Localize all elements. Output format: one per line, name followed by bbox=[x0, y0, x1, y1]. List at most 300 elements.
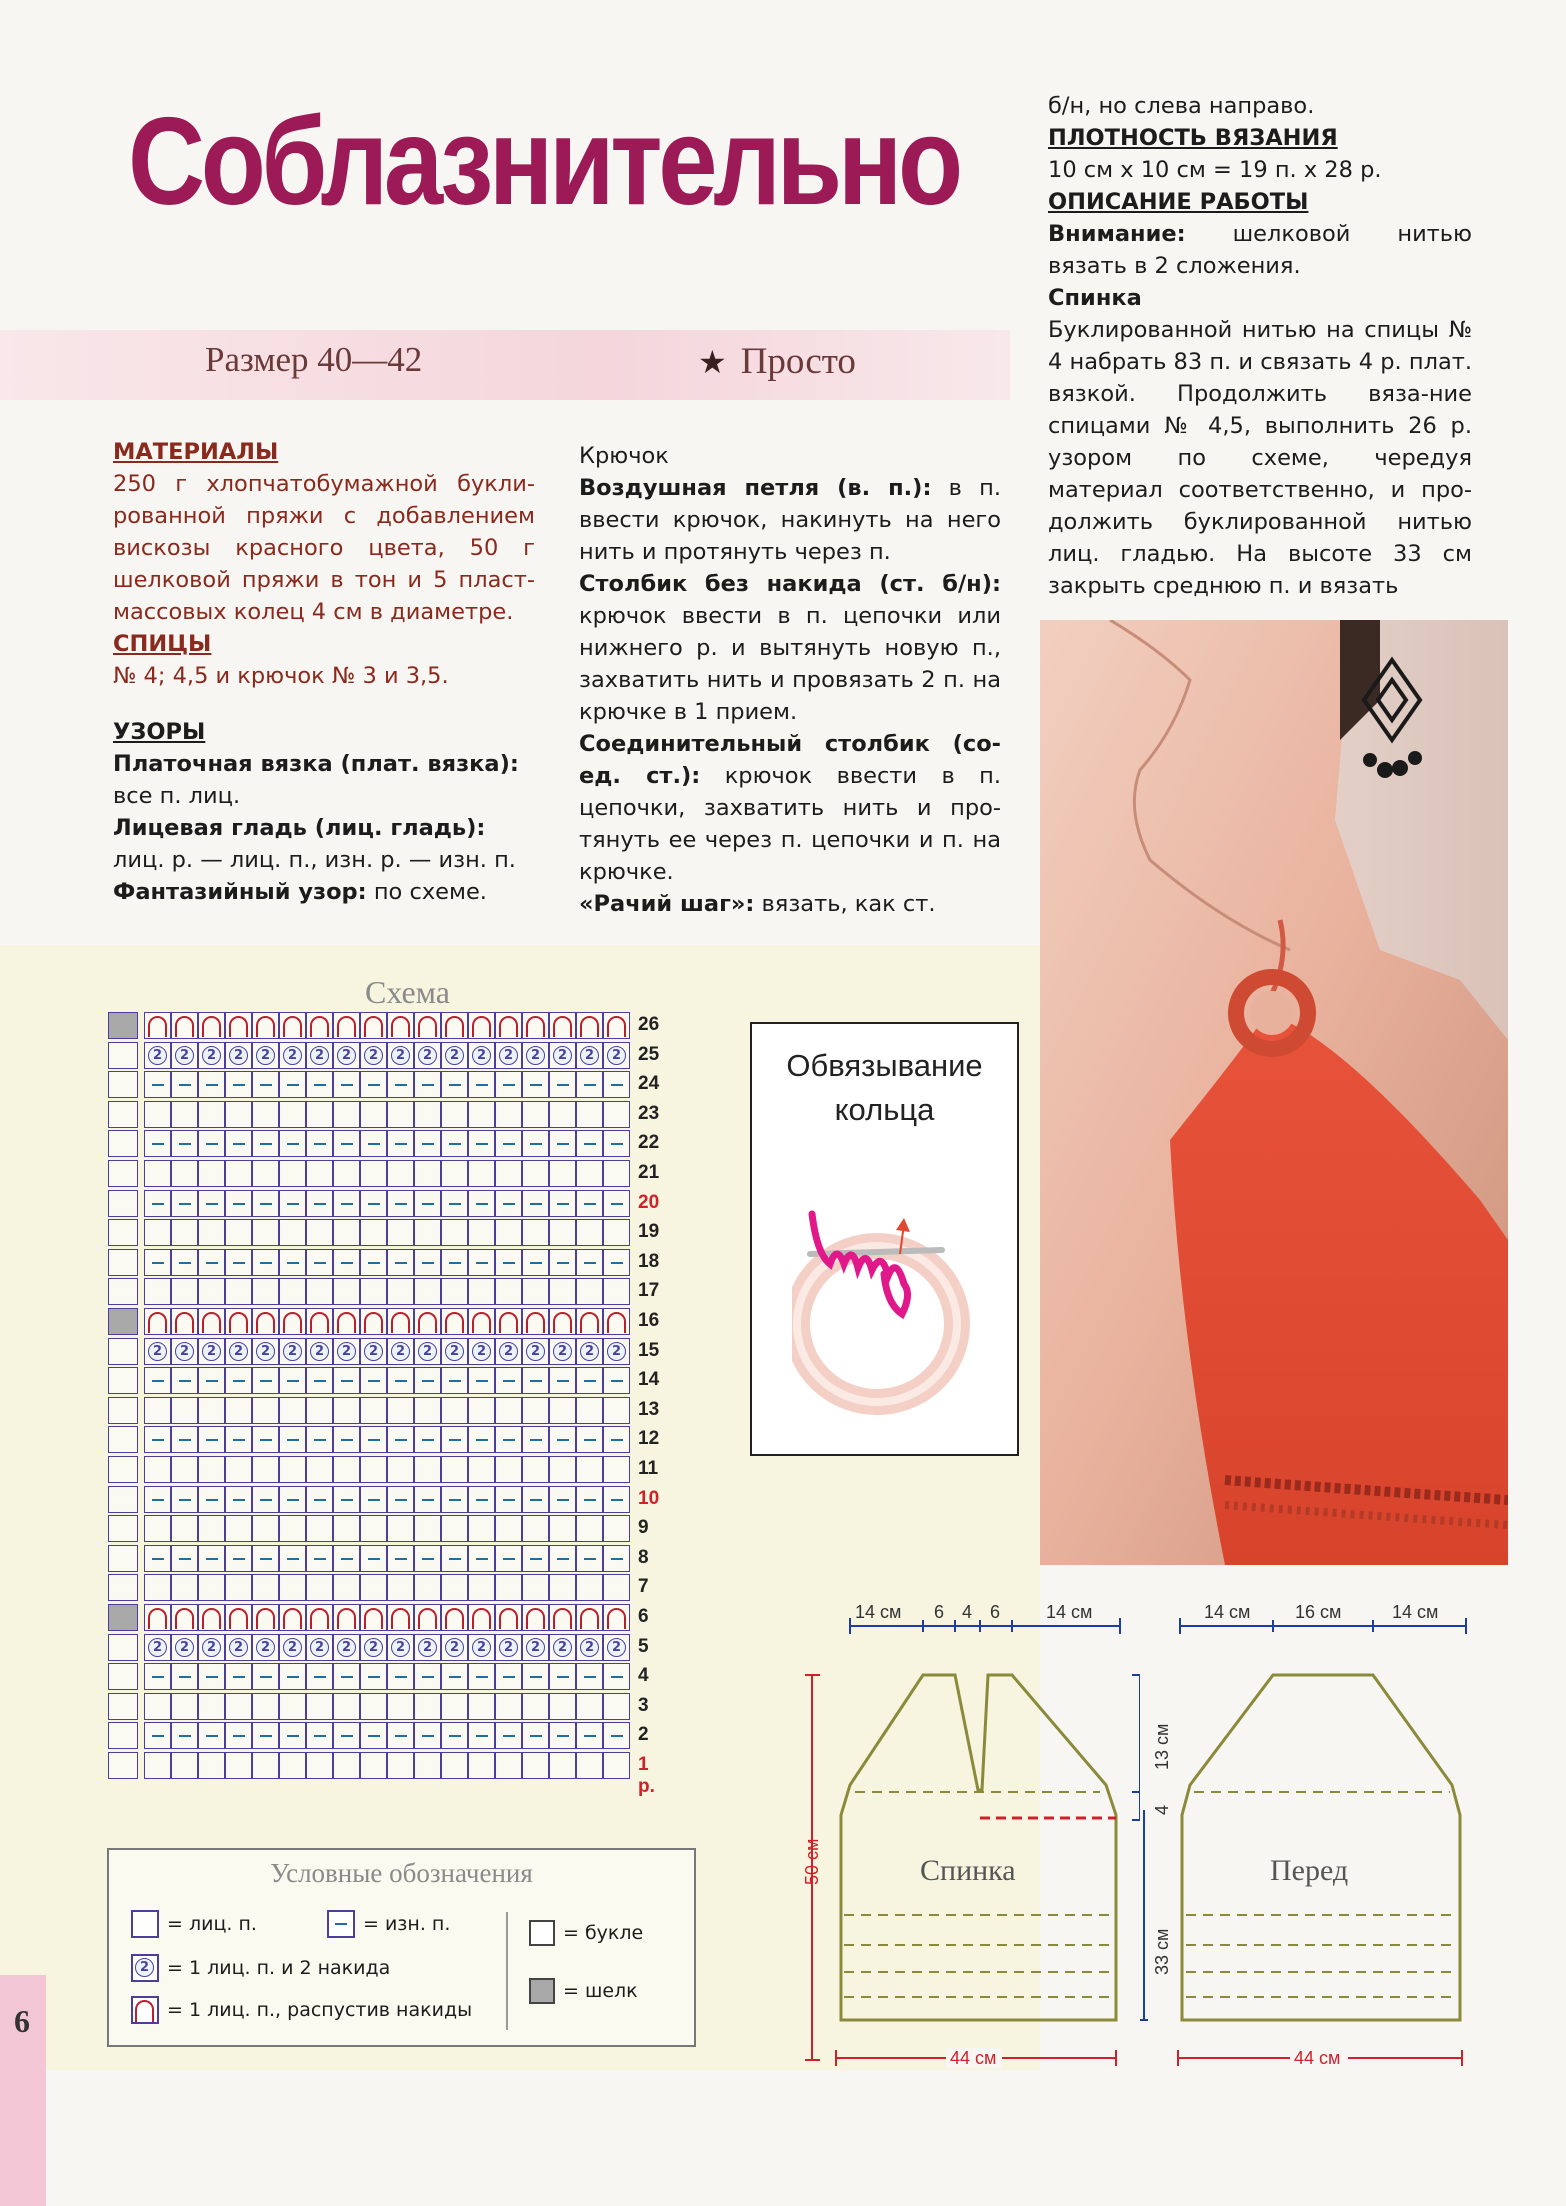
chart-cell bbox=[522, 1722, 549, 1749]
chart-cell bbox=[522, 1456, 549, 1483]
back-top-3: 4 bbox=[962, 1602, 973, 1622]
chart-cell: 2 bbox=[252, 1338, 279, 1365]
chart-cell bbox=[522, 1367, 549, 1394]
chart-cell: 2 bbox=[306, 1042, 333, 1069]
chart-cell bbox=[441, 1278, 468, 1305]
hook-heading: Крючок bbox=[579, 443, 669, 469]
chart-cell bbox=[522, 1663, 549, 1690]
chart-cell bbox=[252, 1160, 279, 1187]
chart-cell bbox=[603, 1456, 630, 1483]
front-width: 44 см bbox=[1294, 2048, 1341, 2068]
chart-cell bbox=[171, 1426, 198, 1453]
chart-cell bbox=[360, 1486, 387, 1513]
chart-cell bbox=[198, 1012, 225, 1039]
chart-cell: 2 bbox=[441, 1042, 468, 1069]
chart-row-label: 9 bbox=[638, 1517, 649, 1539]
chart-cell bbox=[441, 1130, 468, 1157]
chart-row-label: 22 bbox=[638, 1132, 660, 1154]
chart-cell bbox=[576, 1752, 603, 1779]
chart-cell bbox=[414, 1249, 441, 1276]
chart-cell: 2 bbox=[198, 1338, 225, 1365]
chart-cell bbox=[522, 1278, 549, 1305]
chart-cell: 2 bbox=[387, 1338, 414, 1365]
chart-cell bbox=[252, 1130, 279, 1157]
chart-cell bbox=[414, 1278, 441, 1305]
chart-row-label: 18 bbox=[638, 1250, 660, 1272]
chart-cell bbox=[360, 1219, 387, 1246]
chart-row-label: 8 bbox=[638, 1546, 649, 1568]
chart-cell bbox=[171, 1397, 198, 1424]
chart-cell bbox=[387, 1486, 414, 1513]
chart-cell bbox=[360, 1278, 387, 1305]
chart-cell bbox=[306, 1012, 333, 1039]
chart-cell bbox=[441, 1722, 468, 1749]
chart-cell bbox=[468, 1722, 495, 1749]
chart-cell bbox=[333, 1663, 360, 1690]
chart-cell bbox=[279, 1663, 306, 1690]
chart-cell bbox=[306, 1190, 333, 1217]
chart-cell bbox=[468, 1397, 495, 1424]
ring-edging-box bbox=[750, 1022, 1019, 1456]
chart-cell bbox=[144, 1308, 171, 1335]
chart-cell bbox=[522, 1249, 549, 1276]
chart-material-cell bbox=[108, 1071, 138, 1098]
chart-cell bbox=[306, 1663, 333, 1690]
chart-cell bbox=[144, 1071, 171, 1098]
chart-cell bbox=[495, 1101, 522, 1128]
chart-cell bbox=[144, 1012, 171, 1039]
chart-cell bbox=[198, 1278, 225, 1305]
chart-cell bbox=[522, 1101, 549, 1128]
chart-row-label: 16 bbox=[638, 1310, 660, 1331]
chart-cell bbox=[306, 1249, 333, 1276]
chart-cell bbox=[576, 1278, 603, 1305]
chart-cell bbox=[441, 1604, 468, 1631]
chart-cell bbox=[144, 1545, 171, 1572]
chart-cell bbox=[144, 1515, 171, 1542]
chart-cell bbox=[252, 1545, 279, 1572]
chart-cell bbox=[306, 1722, 333, 1749]
chart-cell bbox=[333, 1308, 360, 1335]
chart-cell bbox=[225, 1722, 252, 1749]
chart-cell bbox=[225, 1574, 252, 1601]
chart-cell bbox=[549, 1486, 576, 1513]
yarn-over-symbol: 2 bbox=[131, 1954, 159, 1982]
chart-cell bbox=[522, 1693, 549, 1720]
chart-cell: 2 bbox=[252, 1042, 279, 1069]
chart-cell: 2 bbox=[333, 1338, 360, 1365]
chart-cell bbox=[171, 1012, 198, 1039]
chart-cell bbox=[333, 1190, 360, 1217]
chart-cell bbox=[144, 1663, 171, 1690]
chart-cell bbox=[441, 1012, 468, 1039]
chart-cell bbox=[198, 1722, 225, 1749]
chart-cell bbox=[171, 1219, 198, 1246]
chart-cell bbox=[360, 1249, 387, 1276]
chart-cell bbox=[144, 1722, 171, 1749]
chart-cell bbox=[414, 1071, 441, 1098]
chart-material-cell bbox=[108, 1249, 138, 1276]
chart-cell bbox=[549, 1693, 576, 1720]
chart-cell bbox=[414, 1456, 441, 1483]
chart-cell bbox=[549, 1012, 576, 1039]
chart-cell bbox=[441, 1456, 468, 1483]
chart-cell bbox=[549, 1397, 576, 1424]
chart-cell bbox=[414, 1160, 441, 1187]
chart-cell bbox=[333, 1397, 360, 1424]
chart-cell bbox=[522, 1130, 549, 1157]
chart-cell bbox=[306, 1397, 333, 1424]
chart-cell bbox=[603, 1160, 630, 1187]
chart-cell bbox=[576, 1426, 603, 1453]
chart-cell bbox=[603, 1101, 630, 1128]
chart-cell bbox=[387, 1249, 414, 1276]
chart-cell: 2 bbox=[360, 1042, 387, 1069]
chart-cell: 2 bbox=[441, 1338, 468, 1365]
chart-cell bbox=[279, 1752, 306, 1779]
chart-cell bbox=[387, 1130, 414, 1157]
chart-cell bbox=[603, 1278, 630, 1305]
chart-row-label: 5 bbox=[638, 1635, 649, 1657]
chart-cell bbox=[468, 1515, 495, 1542]
chart-cell bbox=[549, 1426, 576, 1453]
chart-cell bbox=[252, 1012, 279, 1039]
chart-cell bbox=[387, 1101, 414, 1128]
chart-cell bbox=[414, 1574, 441, 1601]
knit-symbol bbox=[131, 1910, 159, 1938]
chart-cell bbox=[225, 1071, 252, 1098]
chart-cell bbox=[495, 1249, 522, 1276]
chart-cell: 2 bbox=[414, 1042, 441, 1069]
back-schematic bbox=[800, 1600, 1140, 2080]
chart-cell bbox=[468, 1308, 495, 1335]
chart-cell bbox=[549, 1752, 576, 1779]
chart-cell bbox=[522, 1160, 549, 1187]
chart-cell bbox=[603, 1604, 630, 1631]
chart-cell bbox=[198, 1515, 225, 1542]
model-photo-image bbox=[1040, 620, 1508, 1565]
chart-cell: 2 bbox=[603, 1042, 630, 1069]
back-top-2: 6 bbox=[934, 1602, 945, 1622]
chart-cell bbox=[414, 1367, 441, 1394]
chart-cell bbox=[252, 1574, 279, 1601]
chart-material-cell bbox=[108, 1219, 138, 1246]
chart-cell bbox=[549, 1604, 576, 1631]
chart-material-cell bbox=[108, 1752, 138, 1779]
chart-cell bbox=[306, 1426, 333, 1453]
chart-cell bbox=[576, 1486, 603, 1513]
chart-cell bbox=[144, 1278, 171, 1305]
chart-cell bbox=[198, 1308, 225, 1335]
chart-cell bbox=[225, 1486, 252, 1513]
chart-cell: 2 bbox=[279, 1042, 306, 1069]
chart-material-cell bbox=[108, 1160, 138, 1187]
chart-cell bbox=[441, 1190, 468, 1217]
chart-cell bbox=[387, 1308, 414, 1335]
chart-cell bbox=[549, 1219, 576, 1246]
chart-cell bbox=[414, 1101, 441, 1128]
stitch-item: Столбик без накида (ст. б/н): крючок ввести в п. цепочки или нижнего р. и вытянуть новую п., захватить нить и провязать 2 п. на крючке в 1 прием. bbox=[579, 571, 1001, 725]
chart-row-label: 19 bbox=[638, 1221, 660, 1243]
chart-material-cell bbox=[108, 1278, 138, 1305]
chart-cell bbox=[576, 1722, 603, 1749]
chart-material-cell bbox=[108, 1486, 138, 1513]
chart-cell: 2 bbox=[549, 1634, 576, 1661]
chart-cell bbox=[198, 1604, 225, 1631]
chart-cell: 2 bbox=[549, 1042, 576, 1069]
chart-cell bbox=[414, 1219, 441, 1246]
chart-cell bbox=[225, 1278, 252, 1305]
chart-cell bbox=[468, 1190, 495, 1217]
chart-cell: 2 bbox=[279, 1634, 306, 1661]
back-text: Буклированной нитью на спицы № 4 набрать 83 п. и связать 4 р. плат. вязкой. Продолжить вяза-ние спицами № 4,5, выполнить 26 р. узором по схеме, чередуя материал соответственно, и про-должить буклированной нитью лиц. гладью. На высоте 33 см закрыть среднюю п. и вязать bbox=[1048, 317, 1472, 599]
chart-cell bbox=[360, 1190, 387, 1217]
chart-cell bbox=[549, 1456, 576, 1483]
chart-cell bbox=[306, 1278, 333, 1305]
chart-cell bbox=[333, 1219, 360, 1246]
chart-cell bbox=[306, 1545, 333, 1572]
chart-cell bbox=[549, 1071, 576, 1098]
chart-cell bbox=[387, 1071, 414, 1098]
chart-cell bbox=[495, 1308, 522, 1335]
chart-cell bbox=[495, 1367, 522, 1394]
chart-cell bbox=[387, 1722, 414, 1749]
chart-cell bbox=[144, 1604, 171, 1631]
chart-cell bbox=[441, 1574, 468, 1601]
model-photo bbox=[1040, 620, 1508, 1565]
chart-cell: 2 bbox=[468, 1042, 495, 1069]
chart-cell bbox=[495, 1663, 522, 1690]
chart-cell bbox=[279, 1308, 306, 1335]
needles-text: № 4; 4,5 и крючок № 3 и 3,5. bbox=[113, 663, 449, 689]
chart-cell bbox=[387, 1545, 414, 1572]
schema-title: Схема bbox=[365, 974, 450, 1010]
chart-cell bbox=[252, 1101, 279, 1128]
chart-cell bbox=[279, 1456, 306, 1483]
chart-row-label: 20 bbox=[638, 1191, 660, 1213]
chart-cell bbox=[171, 1515, 198, 1542]
chart-cell bbox=[495, 1693, 522, 1720]
chart-cell bbox=[144, 1574, 171, 1601]
height-33: 33 см bbox=[1152, 1928, 1172, 1975]
chart-cell bbox=[252, 1486, 279, 1513]
chart-cell bbox=[225, 1130, 252, 1157]
front-schematic bbox=[1170, 1600, 1480, 2080]
chart-cell bbox=[171, 1308, 198, 1335]
chart-cell bbox=[306, 1574, 333, 1601]
chart-material-cell bbox=[108, 1693, 138, 1720]
chart-cell bbox=[360, 1071, 387, 1098]
chart-row-label: 23 bbox=[638, 1102, 660, 1124]
chart-cell bbox=[198, 1397, 225, 1424]
chart-cell bbox=[414, 1604, 441, 1631]
chart-cell bbox=[171, 1367, 198, 1394]
chart-row-label: 4 bbox=[638, 1665, 649, 1687]
chart-cell bbox=[522, 1752, 549, 1779]
chart-cell bbox=[603, 1308, 630, 1335]
chart-cell bbox=[441, 1219, 468, 1246]
chart-cell: 2 bbox=[441, 1634, 468, 1661]
chart-cell bbox=[576, 1130, 603, 1157]
chart-cell: 2 bbox=[306, 1634, 333, 1661]
chart-cell bbox=[414, 1130, 441, 1157]
chart-cell bbox=[387, 1190, 414, 1217]
chart-cell bbox=[171, 1101, 198, 1128]
chart-material-cell bbox=[108, 1545, 138, 1572]
chart-cell: 2 bbox=[333, 1634, 360, 1661]
chart-row-label: 24 bbox=[638, 1073, 660, 1095]
chart-cell bbox=[495, 1515, 522, 1542]
chart-cell bbox=[576, 1101, 603, 1128]
chart-cell bbox=[171, 1545, 198, 1572]
chart-cell bbox=[522, 1515, 549, 1542]
chart-row-label: 6 bbox=[638, 1606, 649, 1627]
chart-cell bbox=[171, 1663, 198, 1690]
back-width: 44 см bbox=[950, 2048, 997, 2068]
chart-cell bbox=[576, 1249, 603, 1276]
chart-cell bbox=[495, 1752, 522, 1779]
chart-cell bbox=[441, 1515, 468, 1542]
chart-cell bbox=[333, 1278, 360, 1305]
chart-cell bbox=[387, 1574, 414, 1601]
chart-cell bbox=[252, 1515, 279, 1542]
chart-cell bbox=[387, 1752, 414, 1779]
back-height: 50 см bbox=[802, 1838, 822, 1885]
ring-edging-title: Обвязывание кольца bbox=[786, 1048, 983, 1127]
chart-cell bbox=[333, 1574, 360, 1601]
chart-cell: 2 bbox=[225, 1634, 252, 1661]
chart-cell bbox=[576, 1219, 603, 1246]
chart-cell bbox=[603, 1722, 630, 1749]
chart-cell bbox=[279, 1219, 306, 1246]
chart-cell bbox=[333, 1101, 360, 1128]
chart-cell bbox=[198, 1367, 225, 1394]
chart-cell bbox=[144, 1219, 171, 1246]
chart-cell bbox=[360, 1604, 387, 1631]
chart-cell: 2 bbox=[306, 1338, 333, 1365]
chart-cell bbox=[414, 1190, 441, 1217]
chart-cell bbox=[576, 1515, 603, 1542]
chart-cell bbox=[414, 1308, 441, 1335]
chart-cell bbox=[171, 1160, 198, 1187]
chart-cell bbox=[387, 1693, 414, 1720]
chart-cell: 2 bbox=[495, 1338, 522, 1365]
chart-cell bbox=[252, 1071, 279, 1098]
chart-cell bbox=[333, 1071, 360, 1098]
chart-material-cell bbox=[108, 1338, 138, 1365]
chart-cell bbox=[495, 1219, 522, 1246]
chart-cell bbox=[441, 1486, 468, 1513]
legend-purl: = изн. п. bbox=[327, 1910, 450, 1938]
chart-row-label: 25 bbox=[638, 1043, 660, 1065]
chart-cell bbox=[495, 1130, 522, 1157]
chart-cell bbox=[279, 1071, 306, 1098]
chart-cell bbox=[576, 1574, 603, 1601]
chart-cell bbox=[333, 1426, 360, 1453]
chart-cell: 2 bbox=[603, 1338, 630, 1365]
chart-cell bbox=[495, 1722, 522, 1749]
chart-cell bbox=[495, 1190, 522, 1217]
chart-cell bbox=[549, 1515, 576, 1542]
chart-cell bbox=[468, 1545, 495, 1572]
chart-cell bbox=[603, 1426, 630, 1453]
density-text: 10 см х 10 см = 19 п. х 28 р. bbox=[1048, 157, 1382, 183]
chart-cell bbox=[333, 1486, 360, 1513]
chart-cell bbox=[198, 1456, 225, 1483]
chart-cell bbox=[387, 1456, 414, 1483]
chart-cell bbox=[441, 1397, 468, 1424]
chart-cell bbox=[603, 1130, 630, 1157]
chart-cell bbox=[279, 1545, 306, 1572]
chart-cell bbox=[522, 1071, 549, 1098]
chart-cell bbox=[225, 1101, 252, 1128]
chart-cell bbox=[198, 1545, 225, 1572]
chart-cell bbox=[144, 1426, 171, 1453]
silk-symbol bbox=[529, 1978, 555, 2004]
chart-cell bbox=[414, 1397, 441, 1424]
chart-cell bbox=[252, 1249, 279, 1276]
chart-cell bbox=[603, 1190, 630, 1217]
chart-cell: 2 bbox=[225, 1042, 252, 1069]
chart-cell bbox=[549, 1663, 576, 1690]
chart-cell bbox=[333, 1604, 360, 1631]
chart-cell bbox=[144, 1190, 171, 1217]
materials-column bbox=[113, 436, 535, 908]
hook-column bbox=[579, 440, 1001, 920]
chart-cell bbox=[522, 1219, 549, 1246]
chart-cell bbox=[333, 1160, 360, 1187]
back-heading: Спинка bbox=[1048, 285, 1142, 311]
front-top-1: 14 см bbox=[1204, 1602, 1251, 1622]
materials-text: 250 г хлопчатобумажной букли-рованной пряжи с добавлением вискозы красного цвета, 50 г шелковой пряжи в тон и 5 пласт-массовых колец 4 см в диаметре. bbox=[113, 471, 535, 625]
chart-cell: 2 bbox=[144, 1634, 171, 1661]
chart-cell bbox=[603, 1515, 630, 1542]
chart-cell bbox=[468, 1574, 495, 1601]
chart-cell bbox=[495, 1426, 522, 1453]
chart-cell bbox=[144, 1486, 171, 1513]
chart-cell: 2 bbox=[414, 1634, 441, 1661]
chart-cell bbox=[279, 1249, 306, 1276]
page-number: 6 bbox=[14, 2003, 30, 2039]
chart-cell bbox=[198, 1219, 225, 1246]
chart-cell bbox=[576, 1308, 603, 1335]
chart-cell: 2 bbox=[171, 1634, 198, 1661]
chart-cell bbox=[441, 1308, 468, 1335]
chart-cell bbox=[387, 1515, 414, 1542]
chart-cell: 2 bbox=[252, 1634, 279, 1661]
chart-cell bbox=[387, 1604, 414, 1631]
chart-material-cell bbox=[108, 1130, 138, 1157]
chart-cell bbox=[360, 1397, 387, 1424]
chart-material-cell bbox=[108, 1456, 138, 1483]
chart-row-label: 13 bbox=[638, 1398, 660, 1420]
chart-cell bbox=[252, 1456, 279, 1483]
chart-cell: 2 bbox=[225, 1338, 252, 1365]
chart-cell bbox=[144, 1101, 171, 1128]
chart-cell bbox=[549, 1249, 576, 1276]
chart-cell: 2 bbox=[522, 1634, 549, 1661]
chart-cell bbox=[333, 1693, 360, 1720]
chart-cell bbox=[225, 1308, 252, 1335]
chart-row-label: 3 bbox=[638, 1694, 649, 1716]
chart-cell bbox=[225, 1456, 252, 1483]
page-title: Соблазнительно bbox=[128, 93, 959, 231]
chart-cell bbox=[441, 1160, 468, 1187]
chart-cell bbox=[198, 1160, 225, 1187]
chart-cell bbox=[603, 1752, 630, 1779]
chart-cell bbox=[387, 1219, 414, 1246]
chart-cell bbox=[576, 1071, 603, 1098]
